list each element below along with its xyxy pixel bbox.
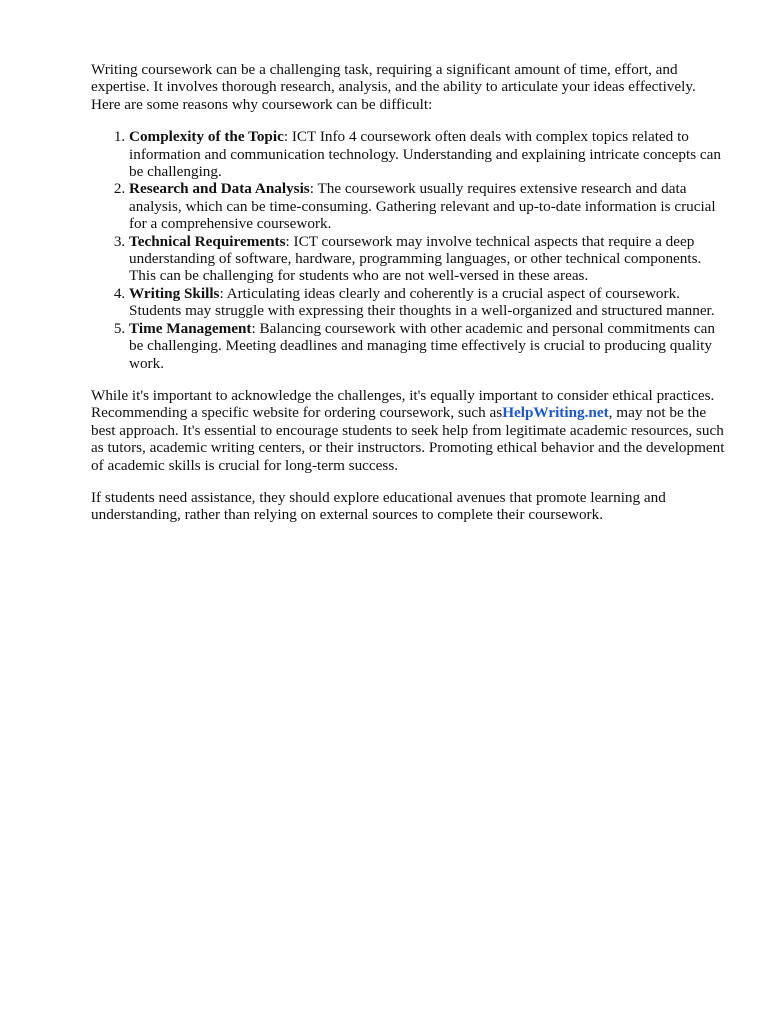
list-item-term: Writing Skills xyxy=(129,284,220,302)
list-item-term: Complexity of the Topic xyxy=(129,128,284,146)
reasons-list xyxy=(91,128,727,372)
list-item-term: Research and Data Analysis xyxy=(129,180,310,198)
list-item-text: : The coursework usually requires extensive research and data analysis, which can be time-consuming. Gathering relevant and up-to-date information is crucial for a comprehensive coursework. xyxy=(129,180,716,233)
intro-paragraph: Writing coursework can be a challenging task, requiring a significant amount of time, effort, and expertise. It involves thorough research, analysis, and the ability to articulate your ideas effectively. Here are some reasons why coursework can be difficult: xyxy=(91,61,696,113)
list-item xyxy=(129,180,727,232)
ethics-text-before-link: While it's important to acknowledge the challenges, it's equally important to consider ethical practices. Recommending a specific website for ordering coursework, such as xyxy=(91,386,715,422)
closing-paragraph: If students need assistance, they should explore educational avenues that promote learning and understanding, rather than relying on external sources to complete their coursework. xyxy=(91,488,666,524)
helpwriting-link[interactable]: HelpWriting.net xyxy=(502,404,609,422)
list-item-text: : Articulating ideas clearly and coherently is a crucial aspect of coursework. Students may struggle with expressing their thoughts in a well-organized and structured manner. xyxy=(129,284,715,320)
list-item-text: : Balancing coursework with other academic and personal commitments can be challenging. Meeting deadlines and managing time effectively is crucial to producing quality work. xyxy=(129,319,715,372)
list-item xyxy=(129,320,727,372)
list-item xyxy=(129,128,727,180)
ethics-text-after-link: , may not be the best approach. It's essential to encourage students to seek help from legitimate academic resources, such as tutors, academic writing centers, or their instructors. Promoting ethical behavior and the development of academic skills is crucial for long-term success. xyxy=(91,404,725,474)
ethics-paragraph xyxy=(91,387,727,474)
list-item-text: : ICT Info 4 coursework often deals with complex topics related to information and communication technology. Understanding and explaining intricate concepts can be challenging. xyxy=(129,128,721,181)
document-page xyxy=(91,61,727,524)
list-item xyxy=(129,285,727,320)
list-item-text: : ICT coursework may involve technical aspects that require a deep understanding of software, hardware, programming languages, or other technical components. This can be challenging for students who are not well-versed in these areas. xyxy=(129,232,702,285)
list-item-term: Technical Requirements xyxy=(129,232,286,250)
list-item-term: Time Management xyxy=(129,319,252,337)
list-item xyxy=(129,233,727,285)
